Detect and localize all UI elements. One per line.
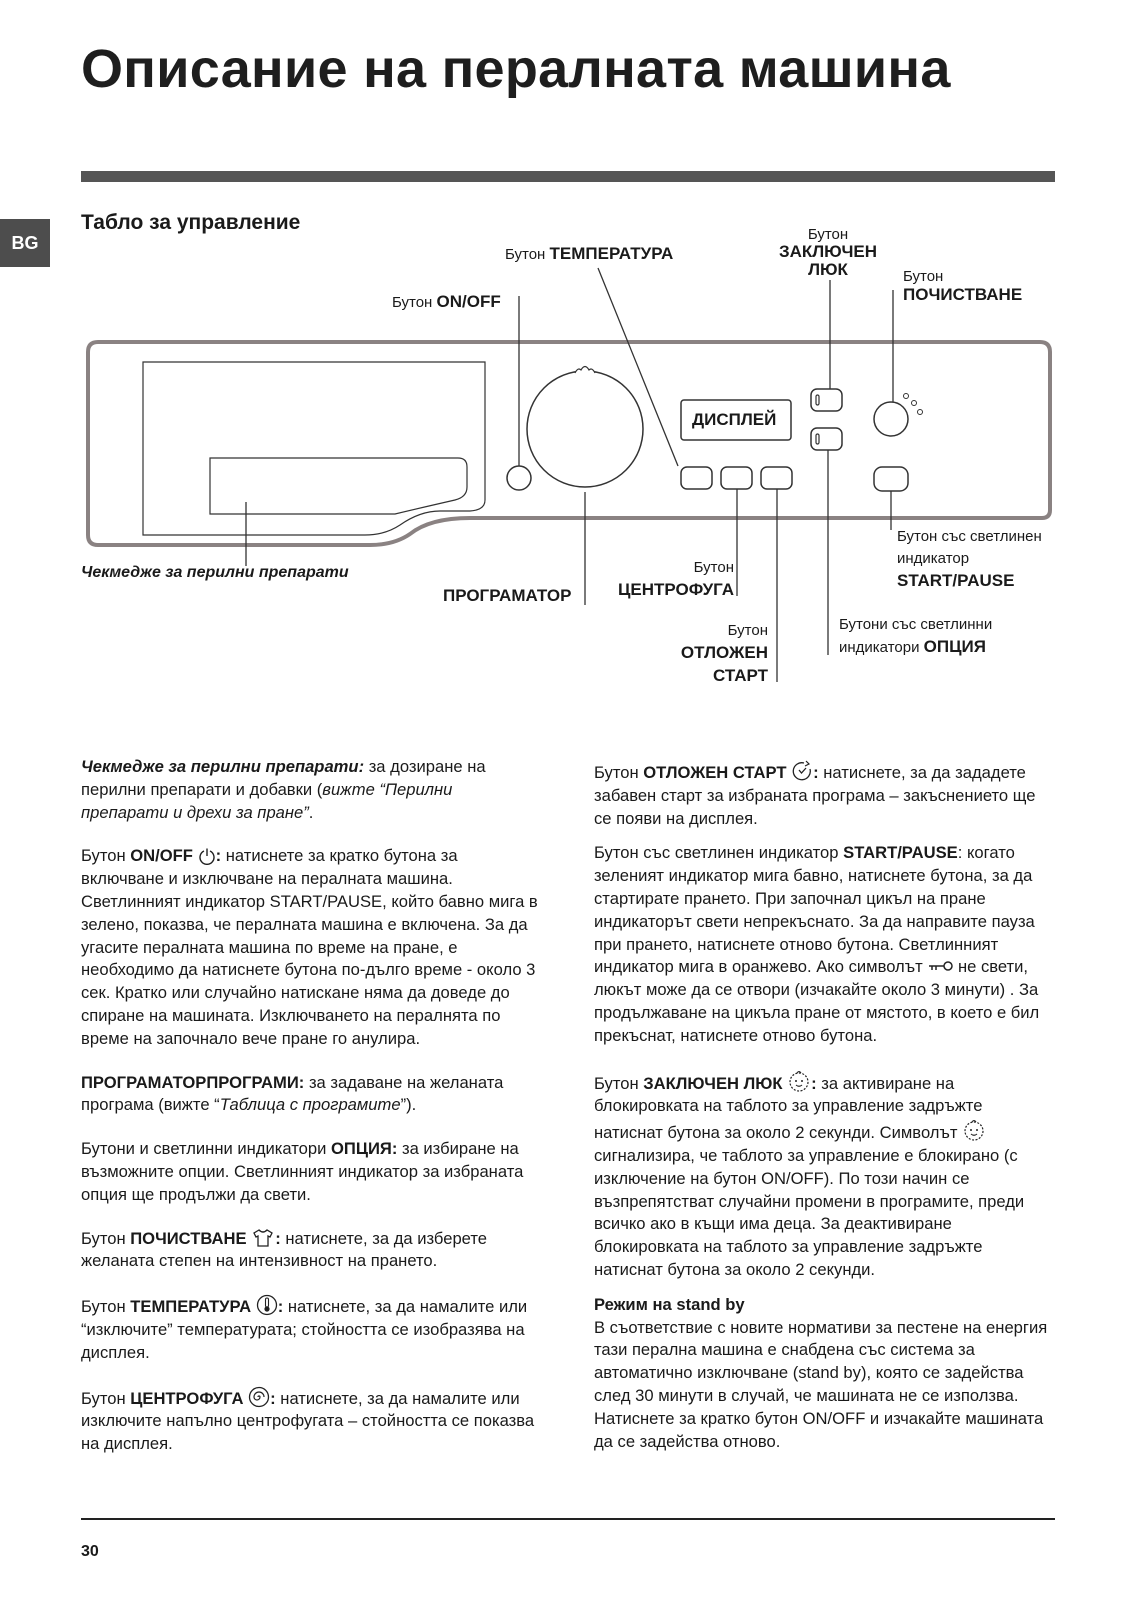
para-start-pause: Бутон със светлинен индикатор START/PAUSE: когато зеленият индикатор мига бавно, натиснете бутона, за да стартирате прането. При започнал цикъл на пране индикаторът свети непрекъснато. За да направите пауза при прането, натиснете отново бутона. Светлинният индикатор мига в оранжево. Ако символът не свети, люкът може да се отвори (изчакайте около 3 минути) . За продължаване на цикъла пране от мястото, в което е бил прекъснат, натиснете отново бутона. [594,843,1040,1045]
left-column [81,756,541,1477]
child-face-icon [787,1069,811,1093]
clock-icon [791,760,813,782]
display-label: ДИСПЛЕЙ [692,410,777,429]
child-face-icon [962,1118,986,1142]
para-lock: Бутон ЗАКЛЮЧЕН ЛЮК : за активиране на блокировката на таблото за управление задръжте натиснат бутона за около 2 секунди. Символът сигнализира, че таблото за управление е блокирано (с изключение на бутон ON/OFF). По този начин се възпрепятстват случайни промени в програмите, преди всичко ако в къщи има деца. За деактивиране блокировката на таблото за управление задръжте натиснат бутона за около 2 секунди. [594,1069,1054,1282]
drawer-handle [210,458,467,514]
label-option: Бутони със светлинни индикатори ОПЦИЯ [839,616,993,656]
label-temperature: Бутон ТЕМПЕРАТУРА [505,244,674,263]
key-icon [927,959,953,973]
drawer-front [143,362,485,535]
programmer-knob-shape [527,371,643,487]
para-options: Бутони и светлинни индикатори ОПЦИЯ: за избиране на възможните опции. Светлинният индикатор за избраната опция ще продължи да свети. [81,1139,524,1204]
standby-heading: Режим на stand by [594,1294,745,1314]
on-off-button-shape [507,466,531,490]
footer-rule [81,1518,1055,1520]
para-standby: Режим на stand by В съответствие с новите нормативи за пестене на енергия тази перална машина е снабдена със система за автоматично изключване (stand by), която се задейства след 30 минути в случай, че машината не се използва. Натиснете за кратко бутон ON/OFF и изчакайте машината да се задейства отново. [594,1294,1048,1451]
page-title: Описание на пералната машина [81,39,951,99]
delay-button-shape [761,467,792,489]
label-spin: Бутон ЦЕНТРОФУГА [617,559,734,599]
label-cleaning: Бутон ПОЧИСТВАНЕ [903,268,1023,304]
label-drawer: Чекмедже за перилни препарати [81,564,349,581]
power-icon [198,847,216,865]
para-cleaning: Бутон ПОЧИСТВАНЕ : натиснете, за да изберете желаната степен на интензивност на прането. [81,1228,487,1271]
label-lock: Бутон ЗАКЛЮЧЕН ЛЮК [778,226,878,279]
para-spin: Бутон ЦЕНТРОФУГА : натиснете, за да намалите или изключите напълно центрофугата – стойността се показва на дисплея. [81,1386,541,1456]
para-programmer: ПРОГРАМАТОРПРОГРАМИ: за задаване на желаната програма (вижте “Таблица с програмите”). [81,1072,504,1115]
label-delay: Бутон ОТЛОЖЕН СТАРТ [680,622,768,685]
spin-icon [248,1386,270,1408]
right-column [594,760,1054,1474]
thermometer-icon [256,1294,278,1316]
para-drawer: Чекмедже за перилни препарати: за дозиране на перилни препарати и добавки (вижте “Перилни препарати и дрехи за пране”. [81,757,486,822]
temperature-button-shape [681,467,712,489]
para-delay: Бутон ОТЛОЖЕН СТАРТ : натиснете, за да зададете забавен старт за избраната програма – закъснението ще се появи на дисплея. [594,760,1054,830]
shirt-icon [251,1228,275,1248]
spin-button-shape [721,467,752,489]
section-heading: Табло за управление [81,211,301,234]
label-start-pause: Бутон със светлинен индикатор START/PAUSE [897,528,1042,590]
para-temperature: Бутон ТЕМПЕРАТУРА : натиснете, за да намалите или “изключите” температурата; стойността се изобразява на дисплея. [81,1294,541,1364]
language-tab: BG [0,219,50,267]
label-programmer: ПРОГРАМАТОР [443,586,572,605]
para-on-off: Бутон ON/OFF : натиснете за кратко бутона за включване и изключване на пералната машина. Светлинният индикатор START/PAUSE, който бавно мига в зелено, показва, че пералната машина е включена. За да угасите пералната машина по време на пране, е необходимо да натиснете бутона по-дълго време - около 3 сек. Кратко или случайно натискане няма да доведе до спиране на машината. Изключването на пералнята по време на започнало вече пране го анулира. [81,846,538,1048]
page-number: 30 [81,1543,99,1560]
cleaning-knob-shape [874,402,908,436]
start-pause-button-shape [874,467,908,491]
label-on-off: Бутон ON/OFF [392,292,501,311]
